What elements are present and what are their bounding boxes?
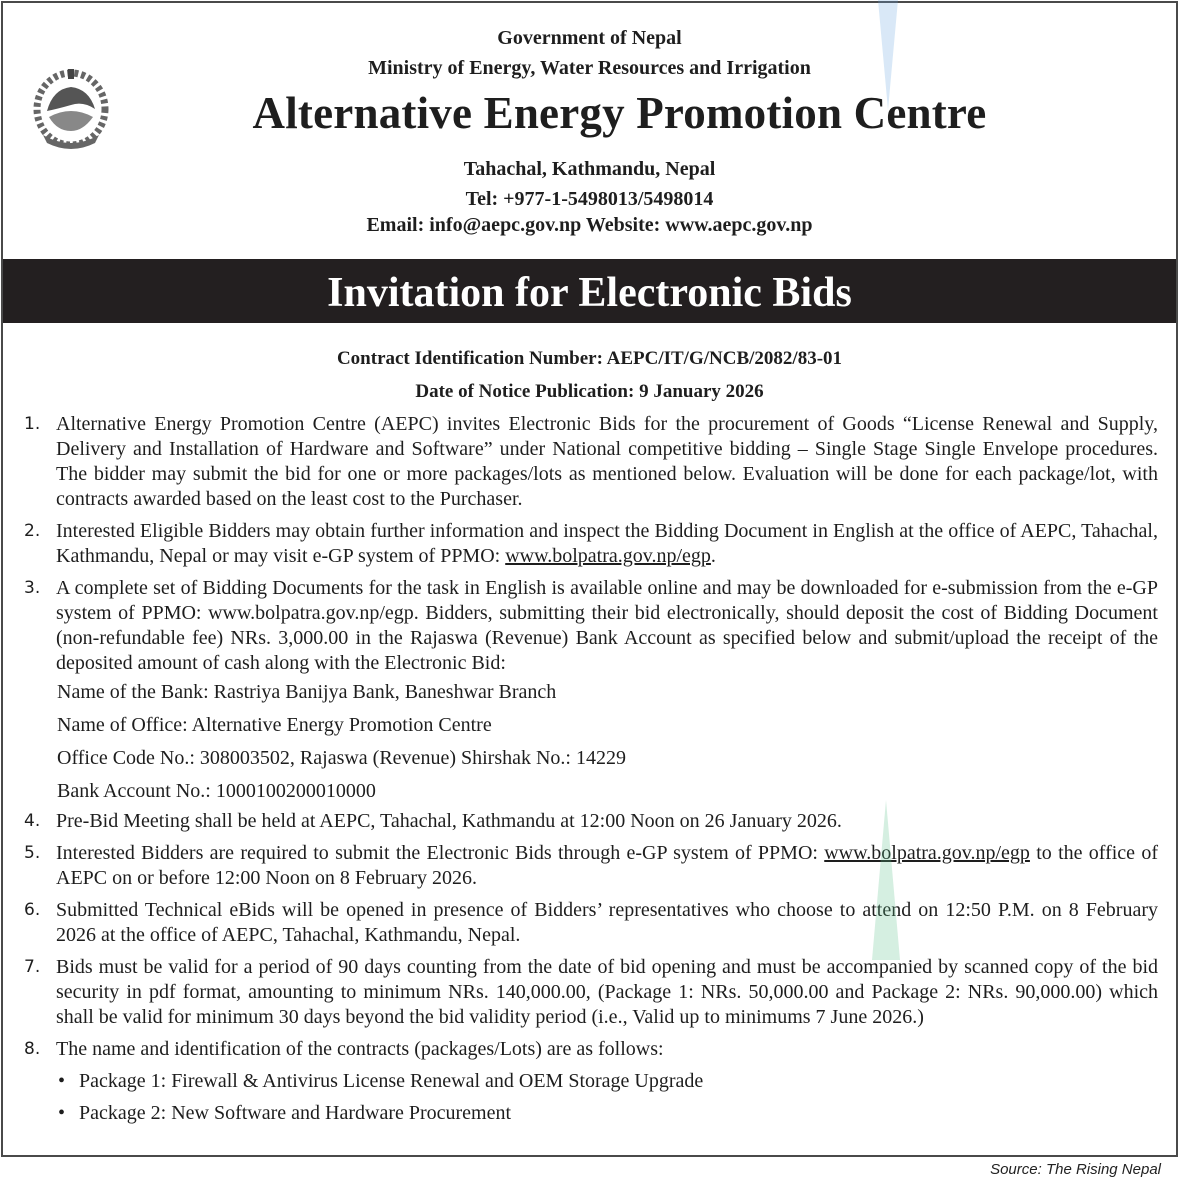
package-text: Package 1: Firewall & Antivirus License Renewal and OEM Storage Upgrade [79, 1070, 704, 1092]
item-text: Interested Bidders are required to submit the Electronic Bids through e-GP system of PPMO: [56, 842, 825, 864]
egp-link[interactable]: www.bolpatra.gov.np/egp [505, 545, 711, 567]
government-line: Government of Nepal [497, 27, 682, 49]
item-text: Submitted Technical eBids will be opened in presence of Bidders’ representatives who choose to attend on 12:50 P.M. on 8 February 2026 at the office of AEPC, Tahachal, Kathmandu, Nepal. [56, 899, 1158, 946]
email-website-line: Email: info@aepc.gov.np Website: www.aepc.gov.np [366, 214, 813, 236]
publication-date: Date of Notice Publication: 9 January 2026 [415, 381, 764, 402]
list-item-6 [21, 898, 1158, 948]
telephone-line: Tel: +977-1-5498013/5498014 [465, 188, 714, 210]
list-item-8 [21, 1037, 1158, 1062]
item-text: Bids must be valid for a period of 90 days counting from the date of bid opening and must be accompanied by scanned copy of the bid security in pdf format, amounting to minimum NRs. 140,000.00, (Package 1: NRs. 50,000.00 and Package 2: NRs. 90,000.00) which shall be valid for minimum 30 days beyond the bid validity period (i.e., Valid up to minimums 7 June 2026.) [56, 956, 1158, 1028]
bank-name: Name of the Bank: Rastriya Banijya Bank, Baneshwar Branch [57, 681, 557, 703]
contract-id: Contract Identification Number: AEPC/IT/G/NCB/2082/83-01 [336, 348, 843, 369]
item-number: 2. [24, 521, 41, 541]
bank-account: Bank Account No.: 1000100200010000 [57, 780, 376, 802]
item-number: 7. [24, 957, 41, 977]
item-number: 6. [24, 900, 41, 920]
item-text: Pre-Bid Meeting shall be held at AEPC, Tahachal, Kathmandu at 12:00 Noon on 26 January 2026. [56, 810, 842, 832]
item-number: 5. [24, 843, 41, 863]
item-text: Interested Eligible Bidders may obtain further information and inspect the Bidding Document in English at the office of AEPC, Tahachal, Kathmandu, Nepal or may visit e-GP system of PPMO: [56, 520, 1158, 567]
notice-banner [3, 259, 1176, 323]
item-number: 1. [24, 414, 41, 434]
source-credit: Source: The Rising Nepal [990, 1161, 1161, 1178]
package-1 [21, 1069, 1158, 1094]
item-number: 3. [24, 578, 41, 598]
address-line: Tahachal, Kathmandu, Nepal [463, 158, 716, 180]
office-code: Office Code No.: 308003502, Rajaswa (Revenue) Shirshak No.: 14229 [57, 747, 626, 769]
bullet-icon: • [58, 1102, 66, 1124]
list-item-5 [21, 841, 1158, 891]
list-item-4 [21, 809, 1158, 834]
list-item-7 [21, 955, 1158, 1030]
list-item-2 [21, 519, 1158, 569]
egp-link[interactable]: www.bolpatra.gov.np/egp [824, 842, 1030, 864]
item-text: The name and identification of the contracts (packages/Lots) are as follows: [56, 1038, 664, 1060]
item-text-end: to the office of AEPC on or before 12:00 Noon on 8 February 2026. [56, 842, 1158, 889]
banner-title: Invitation for Electronic Bids [327, 270, 852, 316]
bullet-icon: • [58, 1070, 66, 1092]
list-item-1 [21, 412, 1158, 512]
package-text: Package 2: New Software and Hardware Procurement [79, 1102, 512, 1124]
office-name: Name of Office: Alternative Energy Promotion Centre [57, 714, 492, 736]
organization-title: Alternative Energy Promotion Centre [252, 88, 987, 138]
item-number: 8. [24, 1039, 41, 1059]
item-number: 4. [24, 811, 41, 831]
list-item-3 [21, 576, 1158, 676]
notice-frame [1, 1, 1178, 1157]
item-text-end: . [710, 545, 716, 567]
item-text: Alternative Energy Promotion Centre (AEPC) invites Electronic Bids for the procurement of Goods “License Renewal and Supply, Delivery and Installation of Hardware and Software” under National competitive bidding – Single Stage Single Envelope procedures. The bidder may submit the bid for one or more packages/lots as mentioned below. Evaluation will be done for each package/lot, with contracts awarded based on the least cost to the Purchaser. [56, 413, 1158, 510]
item-text: A complete set of Bidding Documents for the task in English is available online and may be downloaded for e-submission from the e-GP system of PPMO: www.bolpatra.gov.np/egp. Bidders, submitting their bid electronically, should deposit the cost of Bidding Document (non-refundable fee) NRs. 3,000.00 in the Rajaswa (Revenue) Bank Account as specified below and submit/upload the receipt of the deposited amount of cash along with the Electronic Bid: [56, 577, 1158, 674]
notice-list [21, 412, 1158, 1126]
package-2 [21, 1101, 1158, 1126]
ministry-line: Ministry of Energy, Water Resources and Irrigation [368, 57, 811, 79]
